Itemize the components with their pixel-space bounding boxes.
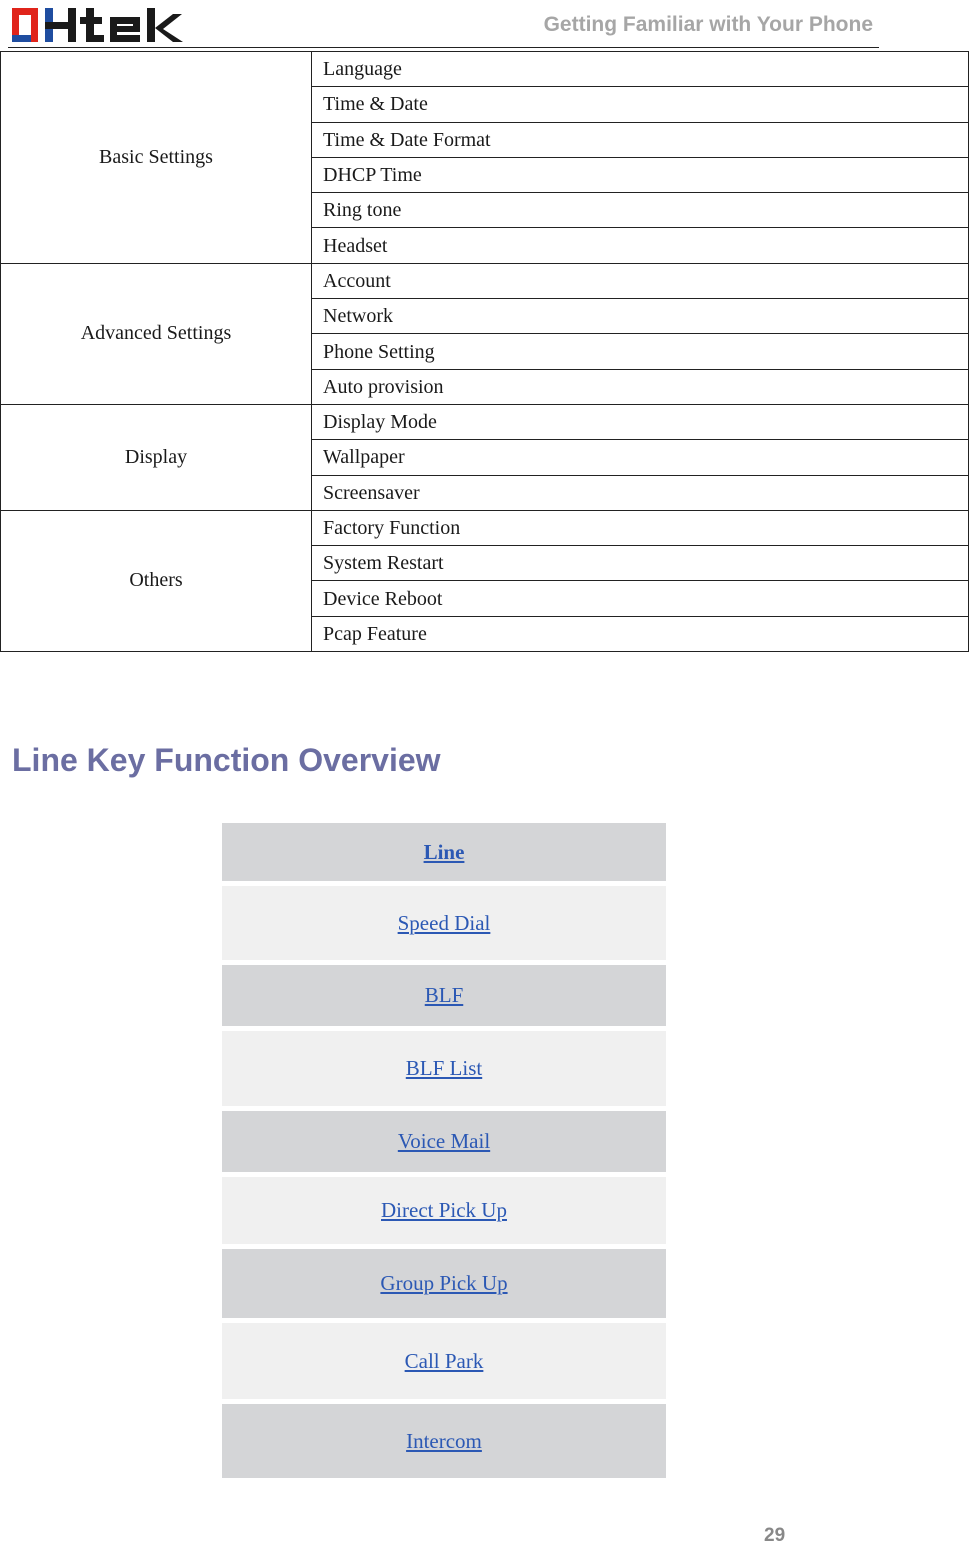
line-key-link[interactable]: Direct Pick Up — [381, 1198, 507, 1222]
menu-item: Wallpaper — [312, 440, 969, 475]
menu-item: Device Reboot — [312, 581, 969, 616]
header-title: Getting Familiar with Your Phone — [543, 13, 873, 36]
group-advanced-settings: Advanced Settings — [1, 263, 312, 404]
group-basic-settings: Basic Settings — [1, 52, 312, 264]
line-key-blf-list[interactable] — [222, 1031, 666, 1106]
menu-item: Time & Date Format — [312, 122, 969, 157]
menu-structure-table — [0, 51, 969, 652]
line-key-group-pick-up[interactable] — [222, 1249, 666, 1318]
table-row — [1, 263, 969, 298]
menu-item: Network — [312, 299, 969, 334]
line-key-list — [222, 823, 666, 1483]
menu-item: Time & Date — [312, 87, 969, 122]
line-key-blf[interactable] — [222, 965, 666, 1026]
menu-item: Factory Function — [312, 510, 969, 545]
menu-item: Ring tone — [312, 193, 969, 228]
menu-item: Language — [312, 52, 969, 87]
line-key-intercom[interactable] — [222, 1404, 666, 1478]
line-key-line[interactable] — [222, 823, 666, 881]
line-key-link[interactable]: Voice Mail — [397, 1129, 491, 1153]
table-row — [1, 404, 969, 439]
line-key-link[interactable]: Call Park — [404, 1348, 484, 1373]
page-number: 29 — [764, 1525, 786, 1546]
htek-logo — [10, 4, 202, 46]
line-key-link[interactable]: BLF — [424, 983, 464, 1007]
line-key-link[interactable]: Group Pick Up — [380, 1271, 508, 1295]
line-key-voice-mail[interactable] — [222, 1111, 666, 1172]
menu-item: Account — [312, 263, 969, 298]
menu-item: DHCP Time — [312, 157, 969, 192]
line-key-link[interactable]: Speed Dial — [397, 910, 491, 935]
section-title: Line Key Function Overview — [12, 742, 441, 778]
line-key-link[interactable]: BLF List — [405, 1056, 483, 1080]
table-row — [1, 510, 969, 545]
menu-item: Headset — [312, 228, 969, 263]
table-row — [1, 52, 969, 87]
line-key-link[interactable]: Intercom — [406, 1428, 482, 1453]
group-display: Display — [1, 404, 312, 510]
menu-item: Screensaver — [312, 475, 969, 510]
menu-item: System Restart — [312, 546, 969, 581]
page-header — [0, 0, 969, 52]
line-key-direct-pick-up[interactable] — [222, 1177, 666, 1244]
menu-item: Display Mode — [312, 404, 969, 439]
line-key-speed-dial[interactable] — [222, 886, 666, 960]
header-divider — [8, 47, 879, 48]
line-key-link[interactable]: Line — [423, 839, 465, 864]
line-key-call-park[interactable] — [222, 1323, 666, 1399]
menu-item: Auto provision — [312, 369, 969, 404]
group-others: Others — [1, 510, 312, 651]
menu-item: Phone Setting — [312, 334, 969, 369]
menu-item: Pcap Feature — [312, 616, 969, 651]
